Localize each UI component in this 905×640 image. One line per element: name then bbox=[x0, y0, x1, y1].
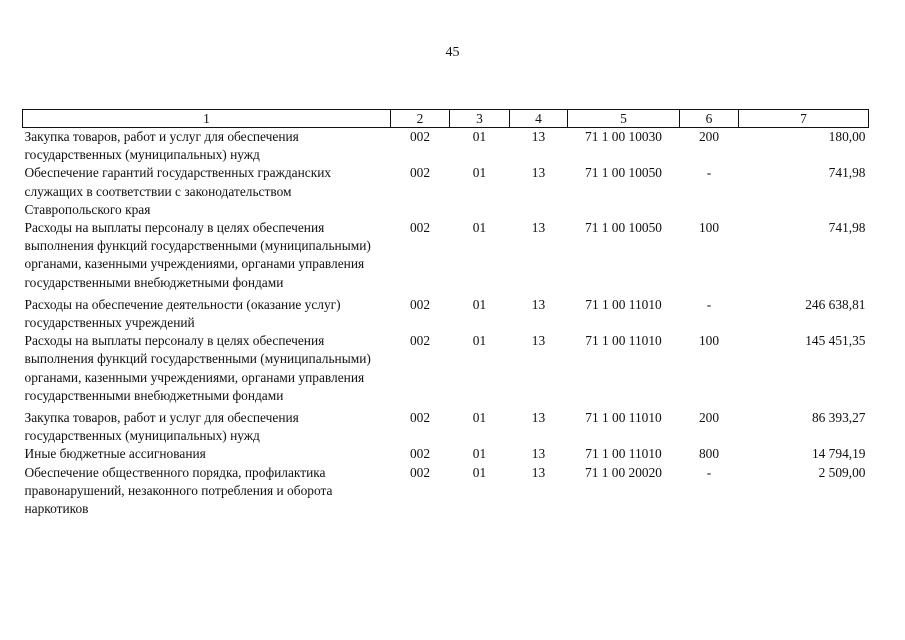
row-target-article: 71 1 00 10050 bbox=[585, 165, 662, 181]
row-section-code: 01 bbox=[472, 464, 487, 480]
row-name: Расходы на выплаты персоналу в целях обеспечения выполнения функций государственными (муниципальными) органами, казенными учреждениями, органами управления государственными внебюджетными фондами bbox=[24, 333, 371, 403]
row-ministry-code: 002 bbox=[409, 333, 431, 349]
row-name: Расходы на выплаты персоналу в целях обеспечения выполнения функций государственными (муниципальными) органами, казенными учреждениями, органами управления государственными внебюджетными фондами bbox=[24, 220, 371, 290]
row-expense-type: 800 bbox=[698, 446, 720, 462]
row-ministry-code: 002 bbox=[409, 446, 431, 462]
row-expense-type: - bbox=[706, 296, 712, 312]
row-name: Иные бюджетные ассигнования bbox=[24, 446, 206, 462]
table-row bbox=[23, 296, 869, 332]
row-amount: 741,98 bbox=[828, 220, 866, 236]
row-ministry-code: 002 bbox=[409, 129, 431, 144]
budget-table bbox=[22, 109, 869, 518]
row-subsection-code: 13 bbox=[531, 129, 546, 144]
table-row bbox=[23, 409, 869, 445]
table-row bbox=[23, 128, 869, 165]
column-header-3: 3 bbox=[450, 110, 510, 128]
table-row bbox=[23, 332, 869, 409]
row-subsection-code: 13 bbox=[531, 296, 546, 312]
row-expense-type: 200 bbox=[698, 410, 720, 426]
page-number: 45 bbox=[445, 45, 460, 60]
row-amount: 2 509,00 bbox=[818, 464, 866, 480]
row-name: Обеспечение гарантий государственных гражданских служащих в соответствии с законодательством Ставропольского края bbox=[24, 165, 332, 217]
row-subsection-code: 13 bbox=[531, 446, 546, 462]
row-amount: 14 794,19 bbox=[811, 446, 866, 462]
row-amount: 246 638,81 bbox=[805, 296, 866, 312]
row-expense-type: 100 bbox=[698, 333, 720, 349]
row-target-article: 71 1 00 20020 bbox=[585, 464, 662, 480]
row-target-article: 71 1 00 11010 bbox=[585, 446, 662, 462]
table-row bbox=[23, 164, 869, 219]
row-subsection-code: 13 bbox=[531, 165, 546, 181]
row-ministry-code: 002 bbox=[409, 296, 431, 312]
row-amount: 741,98 bbox=[828, 165, 866, 181]
row-expense-type: - bbox=[706, 464, 712, 480]
row-name: Расходы на обеспечение деятельности (оказание услуг) государственных учреждений bbox=[24, 296, 341, 331]
row-amount: 180,00 bbox=[828, 129, 866, 144]
row-ministry-code: 002 bbox=[409, 464, 431, 480]
row-name: Закупка товаров, работ и услуг для обеспечения государственных (муниципальных) нужд bbox=[24, 410, 299, 444]
row-amount: 145 451,35 bbox=[805, 333, 866, 349]
row-name: Закупка товаров, работ и услуг для обеспечения государственных (муниципальных) нужд bbox=[24, 129, 299, 163]
row-section-code: 01 bbox=[472, 296, 487, 312]
row-ministry-code: 002 bbox=[409, 165, 431, 181]
table-row bbox=[23, 219, 869, 296]
table-row bbox=[23, 464, 869, 519]
row-target-article: 71 1 00 11010 bbox=[585, 410, 662, 426]
row-expense-type: - bbox=[706, 165, 712, 181]
row-section-code: 01 bbox=[472, 333, 487, 349]
row-section-code: 01 bbox=[472, 410, 487, 426]
row-name: Обеспечение общественного порядка, профилактика правонарушений, незаконного потребления и оборота наркотиков bbox=[24, 464, 333, 517]
column-number-row bbox=[23, 110, 869, 128]
row-target-article: 71 1 00 10030 bbox=[585, 129, 662, 144]
row-section-code: 01 bbox=[472, 165, 487, 181]
row-subsection-code: 13 bbox=[531, 464, 546, 480]
row-subsection-code: 13 bbox=[531, 410, 546, 426]
row-expense-type: 200 bbox=[698, 129, 720, 144]
table-row bbox=[23, 445, 869, 463]
row-section-code: 01 bbox=[472, 220, 487, 236]
column-header-6: 6 bbox=[680, 110, 739, 128]
column-header-5: 5 bbox=[568, 110, 680, 128]
row-ministry-code: 002 bbox=[409, 220, 431, 236]
row-amount: 86 393,27 bbox=[811, 410, 866, 426]
column-header-7: 7 bbox=[739, 110, 869, 128]
row-target-article: 71 1 00 11010 bbox=[585, 296, 662, 312]
row-section-code: 01 bbox=[472, 446, 487, 462]
row-subsection-code: 13 bbox=[531, 220, 546, 236]
row-ministry-code: 002 bbox=[409, 410, 431, 426]
row-subsection-code: 13 bbox=[531, 333, 546, 349]
row-section-code: 01 bbox=[472, 129, 487, 144]
column-header-2: 2 bbox=[391, 110, 450, 128]
row-target-article: 71 1 00 10050 bbox=[585, 220, 662, 236]
row-expense-type: 100 bbox=[698, 220, 720, 236]
column-header-4: 4 bbox=[510, 110, 568, 128]
column-header-1: 1 bbox=[23, 110, 391, 128]
row-target-article: 71 1 00 11010 bbox=[585, 333, 662, 349]
